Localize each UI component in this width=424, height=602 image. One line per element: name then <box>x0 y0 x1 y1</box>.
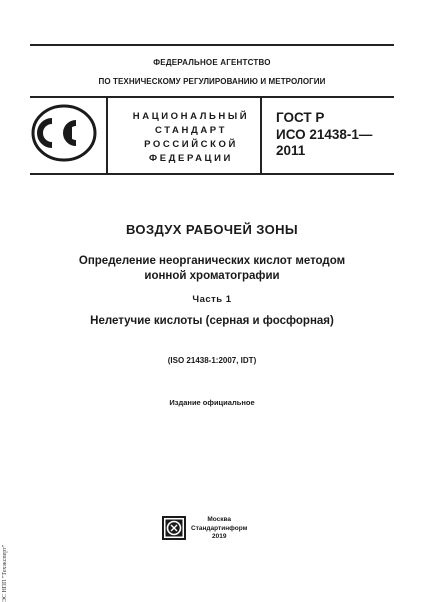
standard-type-line: НАЦИОНАЛЬНЫЙ <box>132 111 250 122</box>
header-rule <box>30 96 394 98</box>
divider-left <box>106 97 108 173</box>
publisher-city: Москва <box>207 516 232 523</box>
national-standard-label <box>122 110 260 166</box>
divider-right <box>260 97 262 173</box>
publisher-info <box>191 516 247 542</box>
iso-reference: (ISO 21438-1:2007, IDT) <box>167 356 257 365</box>
document-title: ВОЗДУХ РАБОЧЕЙ ЗОНЫ <box>125 222 299 237</box>
agency-line-2: ПО ТЕХНИЧЕСКОМУ РЕГУЛИРОВАНИЮ И МЕТРОЛОГИИ <box>98 77 326 86</box>
part-title: Нелетучие кислоты (серная и фосфорная) <box>90 315 334 327</box>
block-rule <box>30 173 394 175</box>
standard-type-line: СТАНДАРТ <box>155 125 227 136</box>
publisher-logo-icon <box>162 516 186 540</box>
publisher-name: Стандартинформ <box>191 524 248 532</box>
subtitle-line: ионной хроматографии <box>144 270 280 282</box>
standard-code <box>276 110 372 160</box>
publisher-year: 2019 <box>211 533 227 540</box>
standard-code-line: ИСО 21438-1— <box>276 126 373 142</box>
top-rule <box>30 44 394 46</box>
standard-code-line: 2011 <box>276 143 306 158</box>
document-subtitle <box>40 254 384 284</box>
standard-type-line: РОССИЙСКОЙ <box>144 139 238 150</box>
agency-line-1: ФЕДЕРАЛЬНОЕ АГЕНТСТВО <box>153 58 271 67</box>
gost-logo-icon <box>30 103 98 163</box>
edition-label: Издание официальное <box>169 398 255 407</box>
part-number: Часть 1 <box>192 294 232 305</box>
subtitle-line: Определение неорганических кислот методом <box>78 255 346 267</box>
standard-type-line: ФЕДЕРАЦИИ <box>149 153 233 164</box>
standard-code-line: ГОСТ Р <box>276 110 325 125</box>
side-watermark-text: ЭС НПП "Техэксперт" <box>2 544 8 602</box>
